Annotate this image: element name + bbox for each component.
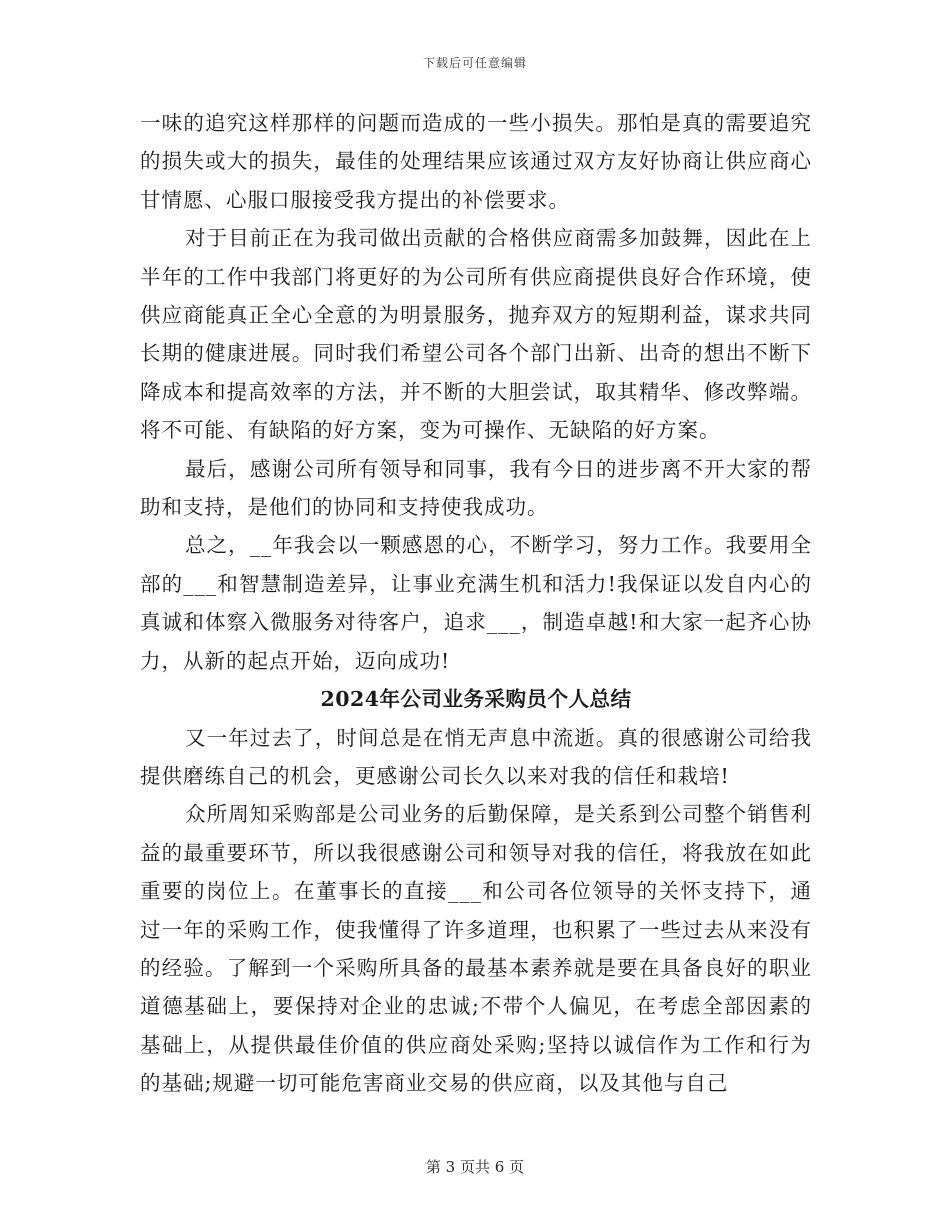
page-number: 第 3 页共 6 页 xyxy=(425,1158,525,1176)
paragraph: 总之，__年我会以一颗感恩的心，不断学习，努力工作。我要用全部的___和智慧制造差异，让事业充满生机和活力!我保证以发自内心的真诚和体察入微服务对待客户，追求___，制造卓越!和大家一起齐心协力，从新的起点开始，迈向成功! xyxy=(140,533,812,673)
page-header: 下载后可任意编辑 xyxy=(422,56,527,70)
paragraph: 一味的追究这样那样的问题而造成的一些小损失。那怕是真的需要追究的损失或大的损失，最佳的处理结果应该通过双方友好协商让供应商心甘情愿、心服口服接受我方提出的补偿要求。 xyxy=(140,111,812,212)
paragraph: 又一年过去了，时间总是在悄无声息中流逝。真的很感谢公司给我提供磨练自己的机会，更感谢公司长久以来对我的信任和栽培! xyxy=(140,725,812,788)
paragraph: 对于目前正在为我司做出贡献的合格供应商需多加鼓舞，因此在上半年的工作中我部门将更好的为公司所有供应商提供良好合作环境，使供应商能真正全心全意的为明景服务，抛弃双方的短期利益，谋求共同长期的健康进展。同时我们希望公司各个部门出新、出奇的想出不断下降成本和提高效率的方法，并不断的大胆尝试，取其精华、修改弊端。将不可能、有缺陷的好方案，变为可操作、无缺陷的好方案。 xyxy=(140,226,812,443)
section-title: 2024年公司业务采购员个人总结 xyxy=(320,687,632,712)
paragraph: 最后，感谢公司所有领导和同事，我有今日的进步离不开大家的帮助和支持，是他们的协同和支持使我成功。 xyxy=(140,456,812,520)
paragraph: 众所周知采购部是公司业务的后勤保障，是关系到公司整个销售利益的最重要环节，所以我很感谢公司和领导对我的信任，将我放在如此重要的岗位上。在董事长的直接___和公司各位领导的关怀支持下，通过一年的采购工作，使我懂得了许多道理，也积累了一些过去从来没有的经验。了解到一个采购所具备的最基本素养就是要在具备良好的职业道德基础上，要保持对企业的忠诚;不带个人偏见，在考虑全部因素的基础上，从提供最佳价值的供应商处采购;坚持以诚信作为工作和行为的基础;规避一切可能危害商业交易的供应商，以及其他与自己 xyxy=(140,802,812,1096)
document-body xyxy=(140,104,812,1103)
